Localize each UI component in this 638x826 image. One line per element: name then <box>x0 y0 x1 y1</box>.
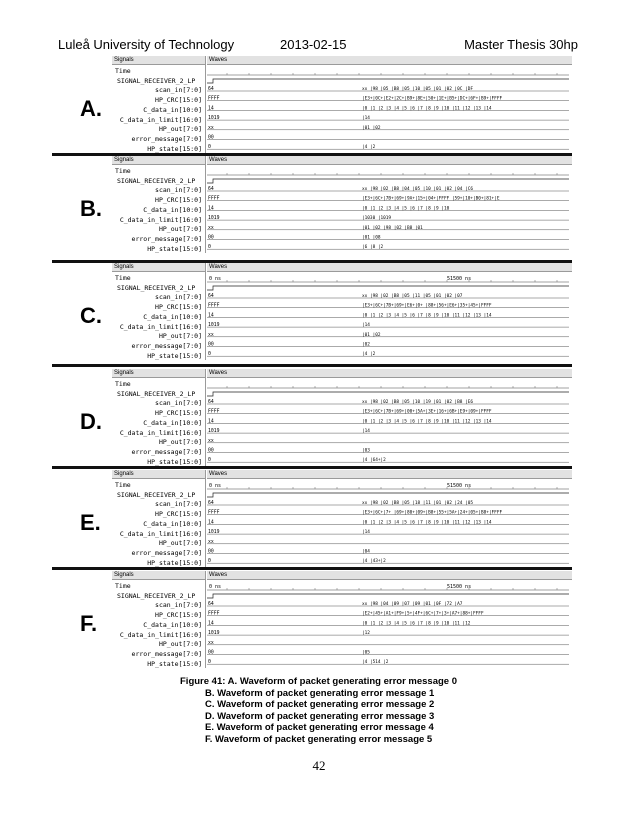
bus-transition-values: |4 |64+|2 <box>362 458 386 464</box>
digital-trace <box>207 594 569 598</box>
bus-initial-value: 1019 <box>208 429 220 435</box>
caption-line-3: C. Waveform of packet generating error message 2 <box>205 699 435 711</box>
bus-initial-value: 14 <box>208 313 214 319</box>
bus-transition-values: |E3+|6C+|7B+|69+|00+|5A+|3E+|16+|6B+|E9+|09+|FFFF <box>362 409 492 415</box>
waves-pane <box>207 263 572 360</box>
bus-transition-values: |6 |8 |2 <box>362 245 384 251</box>
bus-initial-value: 1019 <box>208 631 220 637</box>
bus-initial-value: xx <box>208 332 214 338</box>
bus-transition-values: |0 |1 |2 |3 |4 |5 |6 |7 |8 |9 |10 |11 |12 |13 |14 <box>362 313 492 319</box>
bus-transition-values: |1030 |1019 <box>362 216 392 222</box>
waveform-traces <box>207 166 569 252</box>
bus-transition-values: |12 <box>362 631 370 637</box>
signal-name[interactable]: HP_CRC[15:0] <box>155 96 202 105</box>
signals-pane <box>112 56 206 153</box>
digital-trace <box>207 286 569 290</box>
page-number: 42 <box>312 758 326 773</box>
bus-transition-values: xx |98 |02 |B8 |05 |10 |19 |01 |02 |B8 |E6 <box>362 400 474 405</box>
signal-name[interactable]: HP_CRC[15:0] <box>155 303 202 312</box>
bus-initial-value: FFFF <box>208 96 220 102</box>
caption-line-1: Figure 41: A. Waveform of packet generating error message 0 <box>180 676 457 687</box>
panel-letter: C. <box>80 303 102 328</box>
bus-transition-values: |4 |514 |2 <box>362 660 389 666</box>
bus-initial-value: FFFF <box>208 409 220 415</box>
bus-transition-values: |14 <box>362 530 370 536</box>
caption-line-4: D. Waveform of packet generating error message 3 <box>205 710 435 722</box>
bus-initial-value: FFFF <box>208 196 220 202</box>
bus-initial-value: 0 <box>208 352 211 358</box>
bus-initial-value: 00 <box>208 342 214 348</box>
bus-initial-value: xx <box>208 125 214 131</box>
signal-name[interactable]: SIGNAL_RECEIVER_2_LP <box>117 283 196 292</box>
signals-pane <box>112 369 206 466</box>
signal-name[interactable]: HP_state[15:0] <box>147 244 202 253</box>
signal-name[interactable]: HP_state[15:0] <box>147 659 202 668</box>
bus-transition-values: |4 |43+|2 <box>362 559 386 565</box>
signal-name[interactable]: C_data_in_limit[16:0] <box>119 630 202 639</box>
bus-initial-value: 0 <box>208 559 211 565</box>
bus-initial-value: xx <box>208 539 214 545</box>
bus-initial-value: 64 <box>208 87 214 92</box>
signal-name[interactable]: error_message[7:0] <box>131 649 202 658</box>
bus-transition-values: |4 |2 <box>362 145 376 151</box>
signal-name[interactable]: C_data_in[10:0] <box>143 620 202 629</box>
signal-name[interactable]: SIGNAL_RECEIVER_2_LP <box>117 176 196 185</box>
bus-initial-value: 64 <box>208 602 214 607</box>
signal-name[interactable]: HP_state[15:0] <box>147 144 202 153</box>
signal-name[interactable]: C_data_in_limit[16:0] <box>119 529 202 538</box>
bus-transition-values: |14 <box>362 323 370 329</box>
waves-title: Waves <box>207 263 572 272</box>
bus-initial-value: 00 <box>208 448 214 454</box>
signal-name[interactable]: error_message[7:0] <box>131 548 202 557</box>
signal-name[interactable]: C_data_in_limit[16:0] <box>119 215 202 224</box>
signal-name[interactable]: HP_out[7:0] <box>158 539 202 548</box>
bus-transition-values: |E3+|6C+|7+ |69+|80+|09+|B8+|55+|5A+|24+|05+|B8+|FFFF <box>362 510 503 516</box>
bus-transition-values: |0 |1 |2 |3 |4 |5 |6 |7 |8 |9 |10 |11 |12 <box>362 621 471 627</box>
bus-transition-values: xx |98 |05 |B8 |05 |10 |05 |01 |02 |0C |DF <box>362 87 474 92</box>
bus-transition-values: |E3+|6C+|7B+|69+|9A+|15+|04+|FFFF |59+|10+|B0+|81+|E <box>362 196 500 202</box>
waves-title: Waves <box>207 156 572 165</box>
signals-title: Signals <box>112 263 205 272</box>
bus-initial-value: 1019 <box>208 530 220 536</box>
waveform-traces <box>207 581 569 667</box>
panel-letter: A. <box>80 96 102 121</box>
bus-initial-value: 1019 <box>208 216 220 222</box>
bus-transition-values: xx |98 |04 |09 |07 |09 |01 |0F |72 |A7 <box>362 602 463 607</box>
waves-pane <box>207 369 572 466</box>
signals-title: Signals <box>112 56 205 65</box>
signal-name[interactable]: C_data_in[10:0] <box>143 312 202 321</box>
waveform-panel <box>112 56 572 153</box>
signal-name[interactable]: C_data_in_limit[16:0] <box>119 322 202 331</box>
waves-pane <box>207 56 572 153</box>
signal-name[interactable]: scan_in[7:0] <box>155 86 202 95</box>
signal-name[interactable]: error_message[7:0] <box>131 341 202 350</box>
digital-trace <box>207 179 569 183</box>
panel-letter: F. <box>80 611 98 636</box>
bus-initial-value: 1019 <box>208 323 220 329</box>
bus-transition-values: xx |98 |02 |B8 |05 |11 |05 |01 |02 |07 <box>362 294 463 299</box>
signals-title: Signals <box>112 369 205 378</box>
bus-transition-values: |02 <box>362 342 370 348</box>
signals-title: Signals <box>112 156 205 165</box>
signal-name[interactable]: HP_out[7:0] <box>158 225 202 234</box>
header-date: 2013-02-15 <box>280 37 347 52</box>
signal-name[interactable]: scan_in[7:0] <box>155 186 202 195</box>
waves-title: Waves <box>207 571 572 580</box>
time-cursor-label: 51500 ns <box>447 483 472 489</box>
signals-pane <box>112 156 206 253</box>
bus-transition-values: |E3+|6C+|7B+|69+|E6+|0+ |88+|56+|E6+|35+|45+|FFFF <box>362 303 492 309</box>
signal-name[interactable]: scan_in[7:0] <box>155 293 202 302</box>
bus-initial-value: 14 <box>208 419 214 425</box>
time-cursor-label: 51500 ns <box>447 276 472 282</box>
header-university: Luleå University of Technology <box>58 37 235 52</box>
bus-initial-value: 0 <box>208 145 211 151</box>
waveform-traces <box>207 480 569 566</box>
signals-pane <box>112 470 206 567</box>
bus-initial-value: 14 <box>208 206 214 212</box>
signal-name[interactable]: C_data_in[10:0] <box>143 105 202 114</box>
signal-name[interactable]: SIGNAL_RECEIVER_2_LP <box>117 389 196 398</box>
waves-pane <box>207 571 572 668</box>
bus-transition-values: |E2+|45+|A1+|F9+|5+|4F+|6C+|7+|3+|A7+|88+|FFFF <box>362 611 484 617</box>
waveform-panel <box>112 369 572 466</box>
bus-transition-values: |0 |1 |2 |3 |4 |5 |6 |7 |8 |9 |10 |11 |12 |13 |14 <box>362 520 492 526</box>
bus-transition-values: |E3+|0C+|E2+|2C+|B9+|8E+|50+|1E+|B5+|DC+|6F+|B9+|FFFF <box>362 96 503 102</box>
signals-title: Signals <box>112 470 205 479</box>
panel-divider <box>52 567 572 570</box>
waveform-panel <box>112 571 572 668</box>
signal-name[interactable]: C_data_in_limit[16:0] <box>119 115 202 124</box>
bus-transition-values: |0 |1 |2 |3 |4 |5 |6 |7 |8 |9 |10 |11 |12 |13 |14 <box>362 106 492 112</box>
bus-initial-value: xx <box>208 438 214 444</box>
signal-name[interactable]: Time <box>115 67 131 75</box>
panel-divider <box>52 466 572 469</box>
waves-title: Waves <box>207 470 572 479</box>
header-thesis: Master Thesis 30hp <box>464 37 578 52</box>
time-origin-label: 0 ns <box>209 483 222 489</box>
signal-name[interactable]: Time <box>115 274 131 282</box>
waveform-traces <box>207 273 569 359</box>
bus-initial-value: 00 <box>208 549 214 555</box>
bus-transition-values: |04 <box>362 549 370 555</box>
time-cursor-label: 51500 ns <box>447 584 472 590</box>
bus-transition-values: |01 |02 |98 |02 |B8 |01 <box>362 225 423 231</box>
signals-title: Signals <box>112 571 205 580</box>
bus-initial-value: 14 <box>208 621 214 627</box>
bus-initial-value: FFFF <box>208 303 220 309</box>
bus-transition-values: |03 <box>362 448 370 454</box>
signals-pane <box>112 263 206 360</box>
panel-divider <box>52 364 572 367</box>
waveform-traces <box>207 379 569 465</box>
bus-initial-value: 64 <box>208 400 214 405</box>
signal-name[interactable]: error_message[7:0] <box>131 234 202 243</box>
bus-initial-value: 64 <box>208 294 214 299</box>
signal-name[interactable]: Time <box>115 380 131 388</box>
caption-line-2: B. Waveform of packet generating error message 1 <box>205 687 435 699</box>
panel-letter: B. <box>80 196 102 221</box>
time-origin-label: 0 ns <box>209 276 222 282</box>
bus-initial-value: 0 <box>208 245 211 251</box>
signal-name[interactable]: C_data_in_limit[16:0] <box>119 428 202 437</box>
bus-transition-values: |01 |08 <box>362 235 381 241</box>
signal-name[interactable]: HP_CRC[15:0] <box>155 611 202 620</box>
bus-transition-values: |05 <box>362 650 370 656</box>
bus-initial-value: 1019 <box>208 116 220 122</box>
signal-name[interactable]: error_message[7:0] <box>131 447 202 456</box>
bus-transition-values: |14 <box>362 116 370 122</box>
bus-initial-value: xx <box>208 640 214 646</box>
bus-initial-value: 0 <box>208 458 211 464</box>
bus-initial-value: 64 <box>208 187 214 192</box>
bus-initial-value: FFFF <box>208 510 220 516</box>
caption-line-5: E. Waveform of packet generating error message 4 <box>205 722 434 734</box>
signal-name[interactable]: HP_CRC[15:0] <box>155 409 202 418</box>
digital-trace <box>207 79 569 83</box>
caption-line-6: F. Waveform of packet generating error message 5 <box>205 734 433 745</box>
signal-name[interactable]: scan_in[7:0] <box>155 399 202 408</box>
signal-name[interactable]: HP_out[7:0] <box>158 640 202 649</box>
waves-pane <box>207 156 572 253</box>
bus-initial-value: 00 <box>208 235 214 241</box>
signal-name[interactable]: SIGNAL_RECEIVER_2_LP <box>117 76 196 85</box>
signal-name[interactable]: HP_CRC[15:0] <box>155 510 202 519</box>
bus-initial-value: 0 <box>208 660 211 666</box>
signal-name[interactable]: C_data_in[10:0] <box>143 205 202 214</box>
signal-name[interactable]: HP_out[7:0] <box>158 438 202 447</box>
panel-letter: D. <box>80 409 102 434</box>
waveform-panel <box>112 156 572 253</box>
digital-trace <box>207 493 569 497</box>
bus-initial-value: 00 <box>208 650 214 656</box>
signal-name[interactable]: HP_state[15:0] <box>147 457 202 466</box>
waveform-panel <box>112 470 572 567</box>
signal-name[interactable]: scan_in[7:0] <box>155 601 202 610</box>
bus-initial-value: xx <box>208 225 214 231</box>
digital-trace <box>207 392 569 396</box>
bus-initial-value: 64 <box>208 501 214 506</box>
panel-letter: E. <box>80 510 101 535</box>
signals-pane <box>112 571 206 668</box>
waveform-traces <box>207 66 569 152</box>
bus-initial-value: 00 <box>208 135 214 141</box>
signal-name[interactable]: HP_out[7:0] <box>158 332 202 341</box>
signal-name[interactable]: C_data_in[10:0] <box>143 519 202 528</box>
bus-transition-values: |0 |1 |2 |3 |4 |5 |6 |7 |8 |9 |10 <box>362 206 450 212</box>
bus-initial-value: FFFF <box>208 611 220 617</box>
signal-name[interactable]: HP_CRC[15:0] <box>155 196 202 205</box>
bus-transition-values: |14 <box>362 429 370 435</box>
time-origin-label: 0 ns <box>209 584 222 590</box>
signal-name[interactable]: error_message[7:0] <box>131 134 202 143</box>
signal-name[interactable]: Time <box>115 481 131 489</box>
signal-name[interactable]: C_data_in[10:0] <box>143 418 202 427</box>
signal-name[interactable]: HP_out[7:0] <box>158 125 202 134</box>
signal-name[interactable]: SIGNAL_RECEIVER_2_LP <box>117 490 196 499</box>
bus-transition-values: |01 |02 <box>362 332 381 338</box>
waves-title: Waves <box>207 369 572 378</box>
waves-title: Waves <box>207 56 572 65</box>
bus-transition-values: |0 |1 |2 |3 |4 |5 |6 |7 |8 |9 |10 |11 |12 |13 |14 <box>362 419 492 425</box>
bus-initial-value: 14 <box>208 106 214 112</box>
bus-transition-values: |01 |02 <box>362 125 381 131</box>
signal-name[interactable]: Time <box>115 167 131 175</box>
waveform-panel <box>112 263 572 360</box>
bus-initial-value: 14 <box>208 520 214 526</box>
bus-transition-values: xx |98 |02 |B8 |04 |05 |10 |01 |02 |04 |C6 <box>362 187 474 192</box>
signal-name[interactable]: HP_state[15:0] <box>147 351 202 360</box>
signal-name[interactable]: HP_state[15:0] <box>147 558 202 567</box>
signal-name[interactable]: Time <box>115 582 131 590</box>
bus-transition-values: |4 |2 <box>362 352 376 358</box>
signal-name[interactable]: scan_in[7:0] <box>155 500 202 509</box>
signal-name[interactable]: SIGNAL_RECEIVER_2_LP <box>117 591 196 600</box>
waves-pane <box>207 470 572 567</box>
bus-transition-values: xx |98 |02 |B8 |05 |18 |11 |01 |02 |24 |05 <box>362 501 474 506</box>
